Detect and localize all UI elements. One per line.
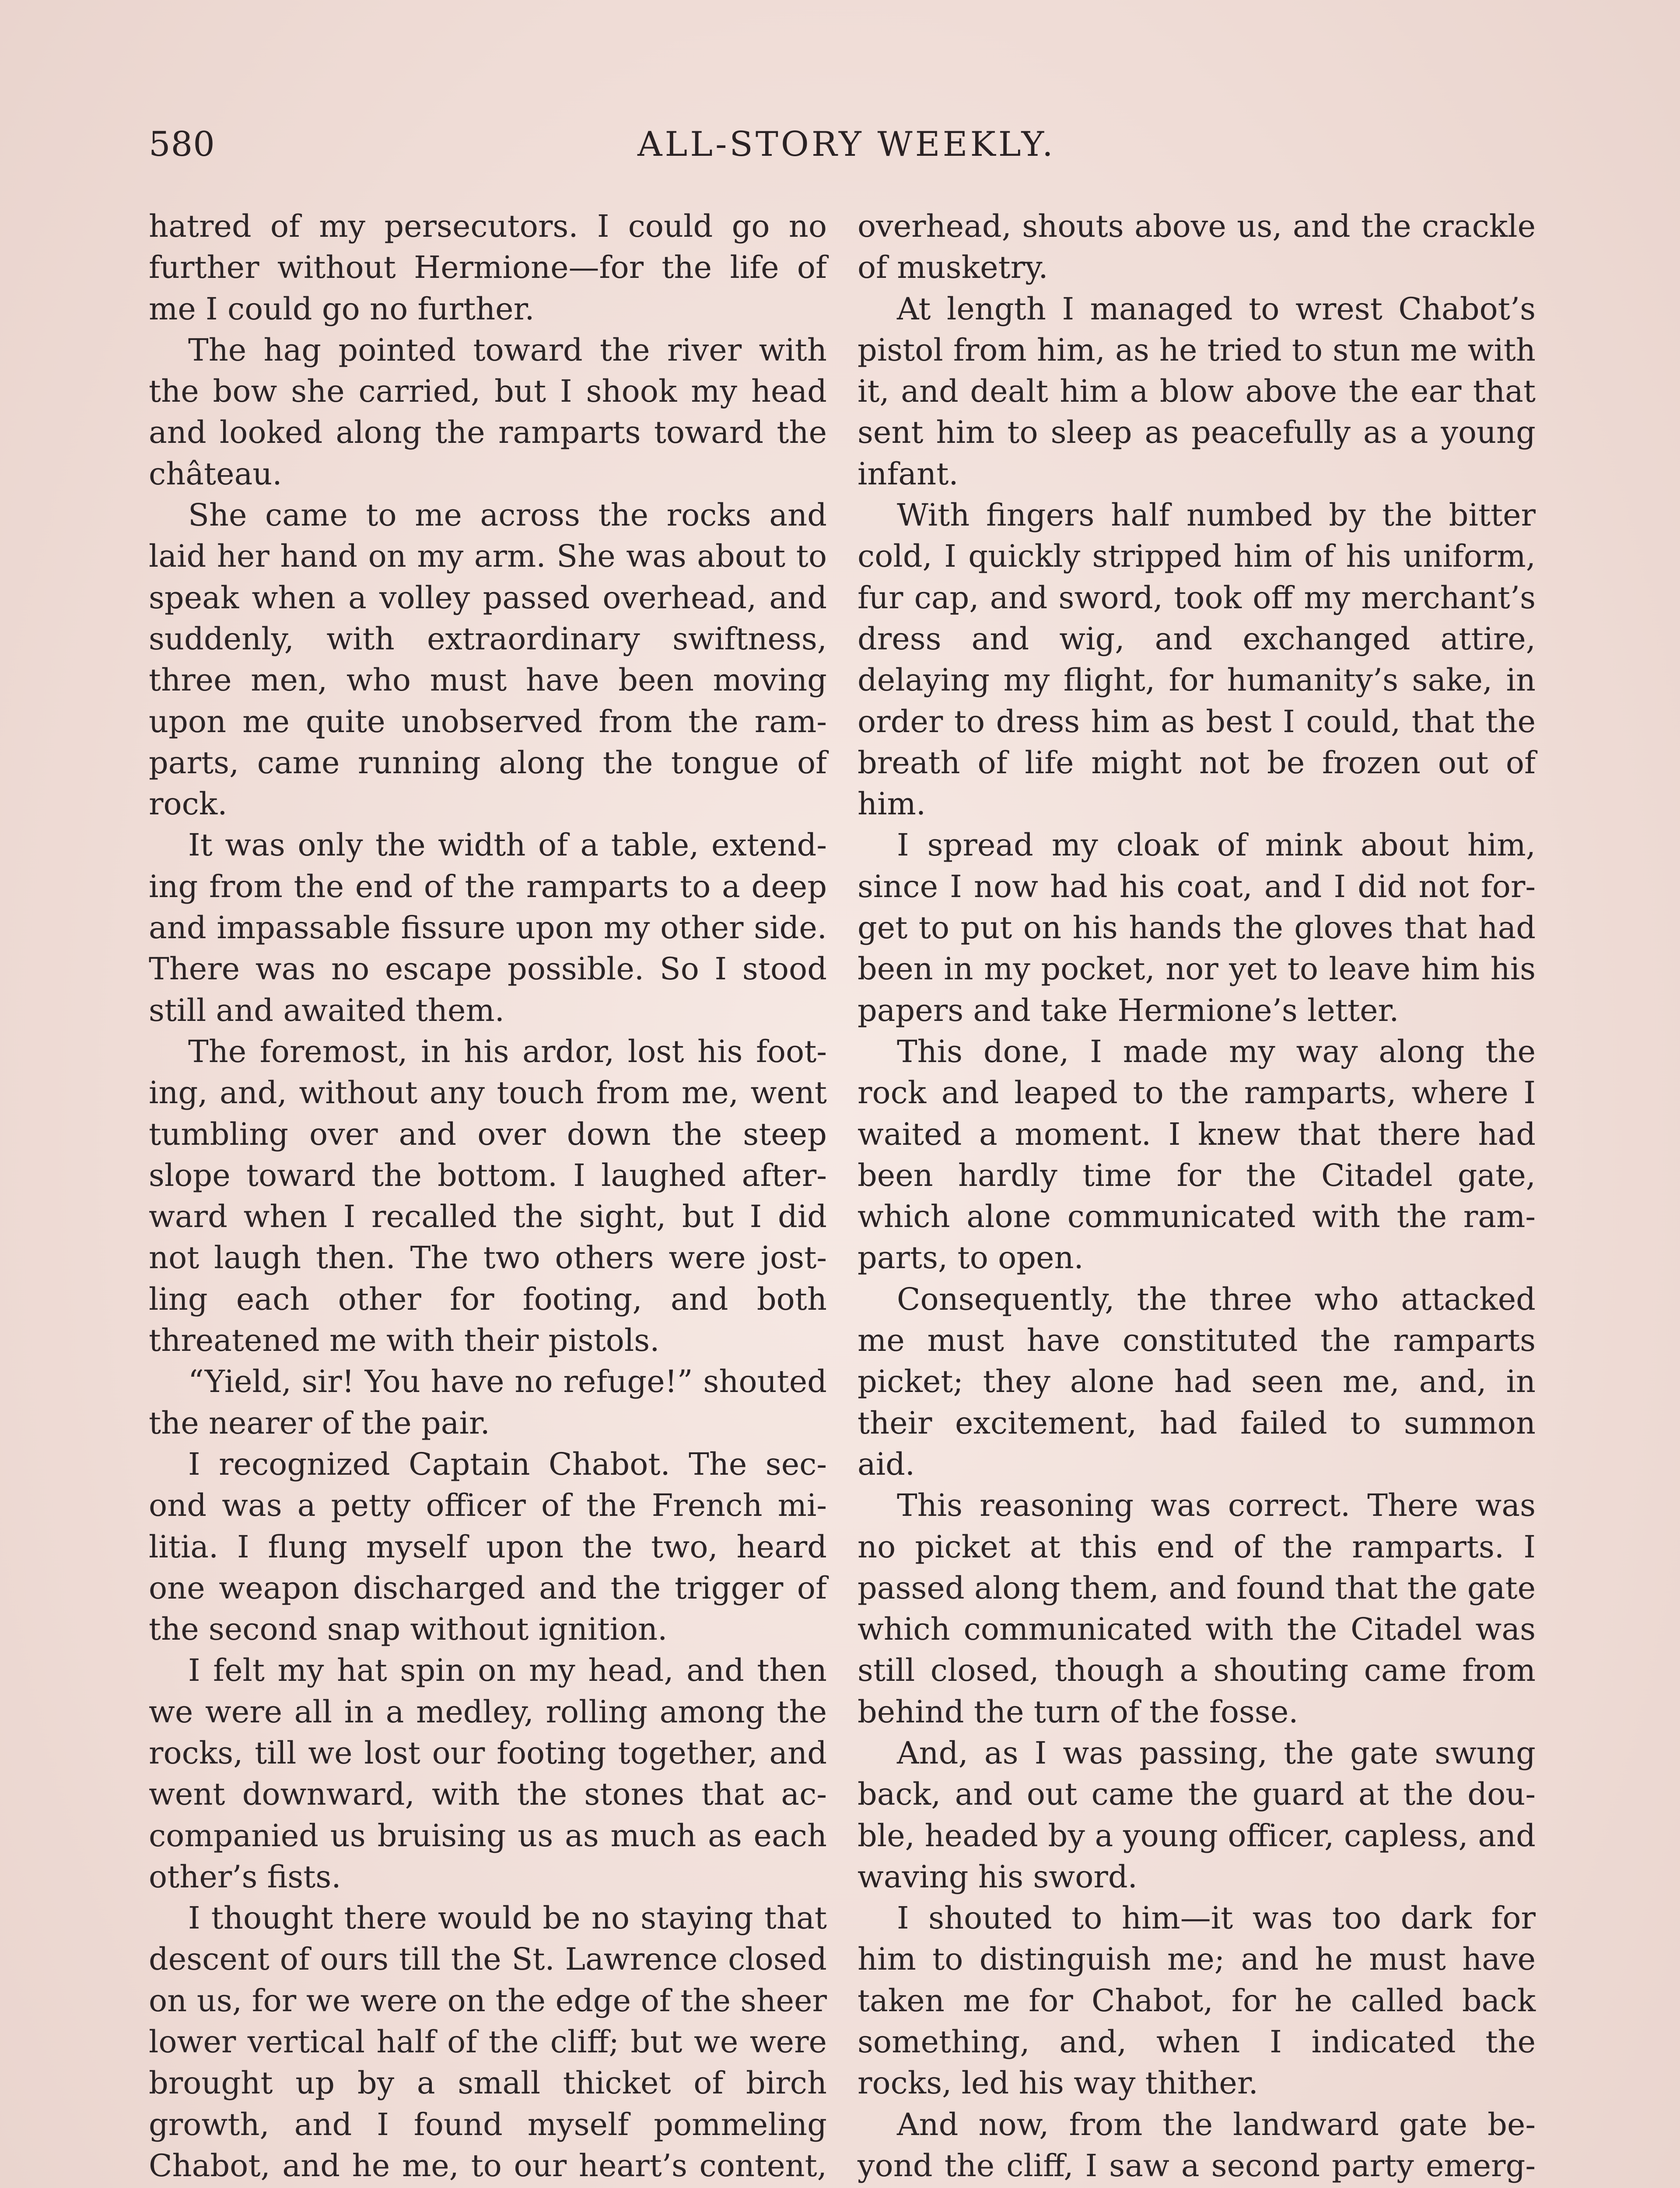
left-column [149,206,827,2188]
right-column [858,206,1536,2188]
paragraph: “Yield, sir! You have no refuge!” shouted the nearer of the pair. [149,1364,827,1441]
paragraph: I felt my hat spin on my head, and then we were all in a medley, rolling among the rocks, till we lost our footing together, and went downward, with the stones that accompanied us bruising us as much as each other’s fists. [149,1652,827,1895]
paragraph: I thought there would be no staying that descent of ours till the St. Lawrence closed on us, for we were on the edge of the sheer lower vertical half of the cliff; but we were brought up by a small thicket of birch growth, and I found myself pommeling Chabot, and he me, to our heart’s content, [149,1900,827,2184]
magazine-title: ALL-STORY WEEKLY. [637,125,1056,164]
paragraph: And now, from the landward gate beyond the cliff, I saw a second party emerg [858,2106,1536,2184]
page-header [149,125,1544,186]
page-number: 580 [149,125,215,164]
paragraph: It was only the width of a table, extending from the end of the ramparts to a deep and impassable fissure upon my other side. There was no escape possible. So I stood still and awaited them. [149,827,827,1028]
paragraph: This done, I made my way along the rock and leaped to the ramparts, where I waited a moment. I knew that there had been hardly time for the Citadel gate, which alone communicated with the ramparts, to open. [858,1033,1536,1276]
paragraph: I spread my cloak of mink about him, since I now had his coat, and I did not forget to put on his hands the gloves that had been in my pocket, nor yet to leave him his papers and take Hermione’s letter. [858,827,1536,1028]
paragraph: And, as I was passing, the gate swung back, and out came the guard at the double, headed by a young officer, capless, and waving his sword. [858,1735,1536,1895]
paragraph: I recognized Captain Chabot. The second was a petty officer of the French militia. I flung myself upon the two, heard one weapon discharged and the trigger of the second snap without ignition. [149,1446,827,1648]
paragraph: With fingers half numbed by the bitter cold, I quickly stripped him of his uniform, fur cap, and sword, took off my merchant’s dress and wig, and exchanged attire, delaying my flight, for humanity’s sake, in order to dress him as best I could, that the breath of life might not be frozen out of him. [858,497,1536,822]
paragraph: She came to me across the rocks and laid her hand on my arm. She was about to speak when a volley passed overhead, and suddenly, with extraordinary swiftness, three men, who must have been moving upon me quite unobserved from the ramparts, came running along the tongue of rock. [149,497,827,822]
paragraph: At length I managed to wrest Chabot’s pistol from him, as he tried to stun me with it, and dealt him a blow above the ear that sent him to sleep as peacefully as a young infant. [858,291,1536,492]
paragraph: hatred of my persecutors. I could go no further without Hermione—for the life of me I could go no further. [149,208,827,327]
paragraph: Consequently, the three who attacked me must have constituted the ramparts picket; they alone had seen me, and, in their excitement, had failed to summon aid. [858,1281,1536,1482]
paragraph: This reasoning was correct. There was no picket at this end of the ramparts. I passed along them, and found that the gate which communicated with the Citadel was still closed, though a shouting came from behind the turn of the fosse. [858,1487,1536,1730]
paragraph: The hag pointed toward the river with the bow she carried, but I shook my head and looked along the ramparts toward the château. [149,332,827,492]
paragraph: I shouted to him—it was too dark for him to distinguish me; and he must have taken me for Chabot, for he called back something, and, when I indicated the rocks, led his way thither. [858,1900,1536,2101]
paragraph: The foremost, in his ardor, lost his footing, and, without any touch from me, went tumbling over and over down the steep slope toward the bottom. I laughed afterward when I recalled the sight, but I did not laugh then. The two others were jostling each other for footing, and both threatened me with their pistols. [149,1033,827,1359]
paragraph: overhead, shouts above us, and the crackle of musketry. [858,208,1536,286]
